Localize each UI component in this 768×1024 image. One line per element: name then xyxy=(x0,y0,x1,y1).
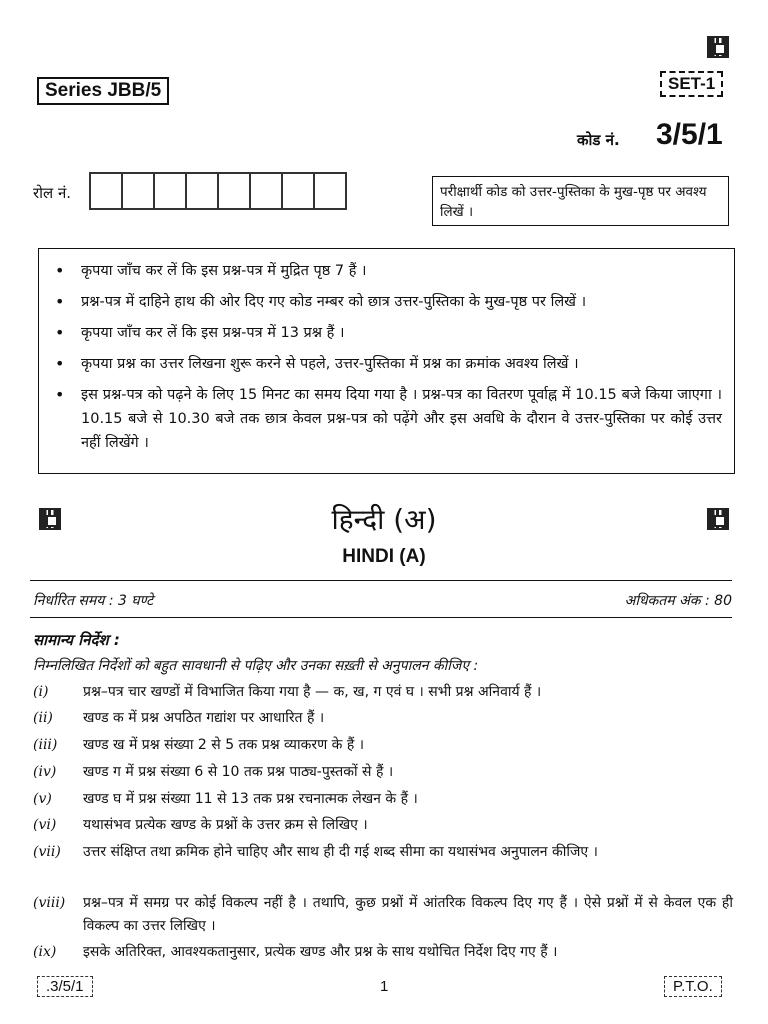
general-instructions-intro: निम्नलिखित निर्देशों को बहुत सावधानी से पढ़िए और उनका सख़्ती से अनुपालन कीजिए : xyxy=(33,658,479,674)
general-instruction xyxy=(33,941,733,964)
qr-code-icon xyxy=(707,36,729,58)
roll-cell xyxy=(217,172,251,210)
instructions-box xyxy=(38,248,735,474)
code-label: कोड नं. xyxy=(577,131,620,149)
instruction-text: प्रश्न–पत्र चार खण्डों में विभाजित किया गया है — क, ख, ग एवं घ । सभी प्रश्न अनिवार्य हैं । xyxy=(83,684,542,700)
maximum-marks: अधिकतम अंक : 80 xyxy=(624,593,732,609)
general-instruction xyxy=(33,681,733,704)
instruction-item: • कृपया प्रश्न का उत्तर लिखना शुरू करने से पहले, उत्तर-पुस्तिका में प्रश्न का क्रमांक अवश्य लिखें । xyxy=(51,352,722,376)
general-instructions-title: सामान्य निर्देश : xyxy=(33,631,120,649)
code-value: 3/5/1 xyxy=(656,118,723,151)
instruction-number: (vi) xyxy=(33,817,57,833)
divider xyxy=(30,580,732,581)
instruction-text: प्रश्न–पत्र में समग्र पर कोई विकल्प नहीं है । तथापि, कुछ प्रश्नों में आंतरिक विकल्प दिए गए हैं । ऐसे प्रश्नों में से केवल एक ही विकल्प का उत्तर लिखिए । xyxy=(83,895,733,934)
instruction-text: खण्ड घ में प्रश्न संख्या 11 से 13 तक प्रश्न रचनात्मक लेखन के हैं । xyxy=(83,791,418,807)
instruction-text: उत्तर संक्षिप्त तथा क्रमिक होने चाहिए और साथ ही दी गई शब्द सीमा का यथासंभव अनुपालन कीजिए । xyxy=(83,844,598,860)
instruction-item: • इस प्रश्न-पत्र को पढ़ने के लिए 15 मिनट का समय दिया गया है । प्रश्न-पत्र का वितरण पूर्वाह्न में 10.15 बजे किया जाएगा । 10.15 बजे से 10.30 बजे तक छात्र केवल प्रश्न-पत्र को पढ़ेंगे और इस अवधि के दौरान वे उत्तर-पुस्तिका पर कोई उत्तर नहीं लिखेंगे । xyxy=(51,383,722,455)
subject-title-hindi: हिन्दी (अ) xyxy=(331,503,437,536)
roll-cell xyxy=(185,172,219,210)
general-instruction xyxy=(33,892,733,938)
general-instruction xyxy=(33,841,733,864)
instruction-number: (ix) xyxy=(33,944,57,960)
general-instruction xyxy=(33,734,733,757)
instruction-text: यथासंभव प्रत्येक खण्ड के प्रश्नों के उत्तर क्रम से लिखिए । xyxy=(83,817,368,833)
instruction-number: (i) xyxy=(33,684,49,700)
instruction-number: (ii) xyxy=(33,710,53,726)
divider xyxy=(30,617,732,618)
roll-number-label: रोल नं. xyxy=(33,184,72,202)
instruction-text: खण्ड ख में प्रश्न संख्या 2 से 5 तक प्रश्न व्याकरण के हैं । xyxy=(83,737,365,753)
instruction-item: • कृपया जाँच कर लें कि इस प्रश्न-पत्र में 13 प्रश्न हैं । xyxy=(51,321,722,345)
candidate-code-note: परीक्षार्थी कोड को उत्तर-पुस्तिका के मुख-पृष्ठ पर अवश्य लिखें । xyxy=(432,176,729,226)
roll-cell xyxy=(281,172,315,210)
time-allowed: निर्धारित समय : 3 घण्टे xyxy=(33,593,154,609)
roll-number-grid xyxy=(91,172,347,210)
set-label: SET-1 xyxy=(660,71,723,97)
subject-title-english: HINDI (A) xyxy=(342,546,426,567)
instruction-number: (iii) xyxy=(33,737,58,753)
instruction-text: खण्ड ग में प्रश्न संख्या 6 से 10 तक प्रश्न पाठ्य-पुस्तकों से हैं । xyxy=(83,764,394,780)
page-number: 1 xyxy=(380,978,389,995)
roll-cell xyxy=(313,172,347,210)
instruction-number: (vii) xyxy=(33,844,61,860)
instruction-text: इसके अतिरिक्त, आवश्यकतानुसार, प्रत्येक खण्ड और प्रश्न के साथ यथोचित निर्देश दिए गए हैं । xyxy=(83,944,558,960)
pto-label: P.T.O. xyxy=(664,976,722,997)
instruction-item: • कृपया जाँच कर लें कि इस प्रश्न-पत्र में मुद्रित पृष्ठ 7 हैं । xyxy=(51,259,722,283)
instruction-item: • प्रश्न-पत्र में दाहिने हाथ की ओर दिए गए कोड नम्बर को छात्र उत्तर-पुस्तिका के मुख-पृष्ठ पर लिखें । xyxy=(51,290,722,314)
instruction-number: (v) xyxy=(33,791,52,807)
general-instruction xyxy=(33,788,733,811)
roll-cell xyxy=(89,172,123,210)
instruction-number: (viii) xyxy=(33,895,66,911)
instruction-text: खण्ड क में प्रश्न अपठित गद्यांश पर आधारित हैं । xyxy=(83,710,325,726)
general-instruction xyxy=(33,707,733,730)
instruction-number: (iv) xyxy=(33,764,57,780)
series-label: Series JBB/5 xyxy=(37,77,169,105)
roll-cell xyxy=(249,172,283,210)
roll-cell xyxy=(153,172,187,210)
general-instruction xyxy=(33,814,733,837)
roll-cell xyxy=(121,172,155,210)
footer-code: .3/5/1 xyxy=(37,976,93,997)
general-instruction xyxy=(33,761,733,784)
